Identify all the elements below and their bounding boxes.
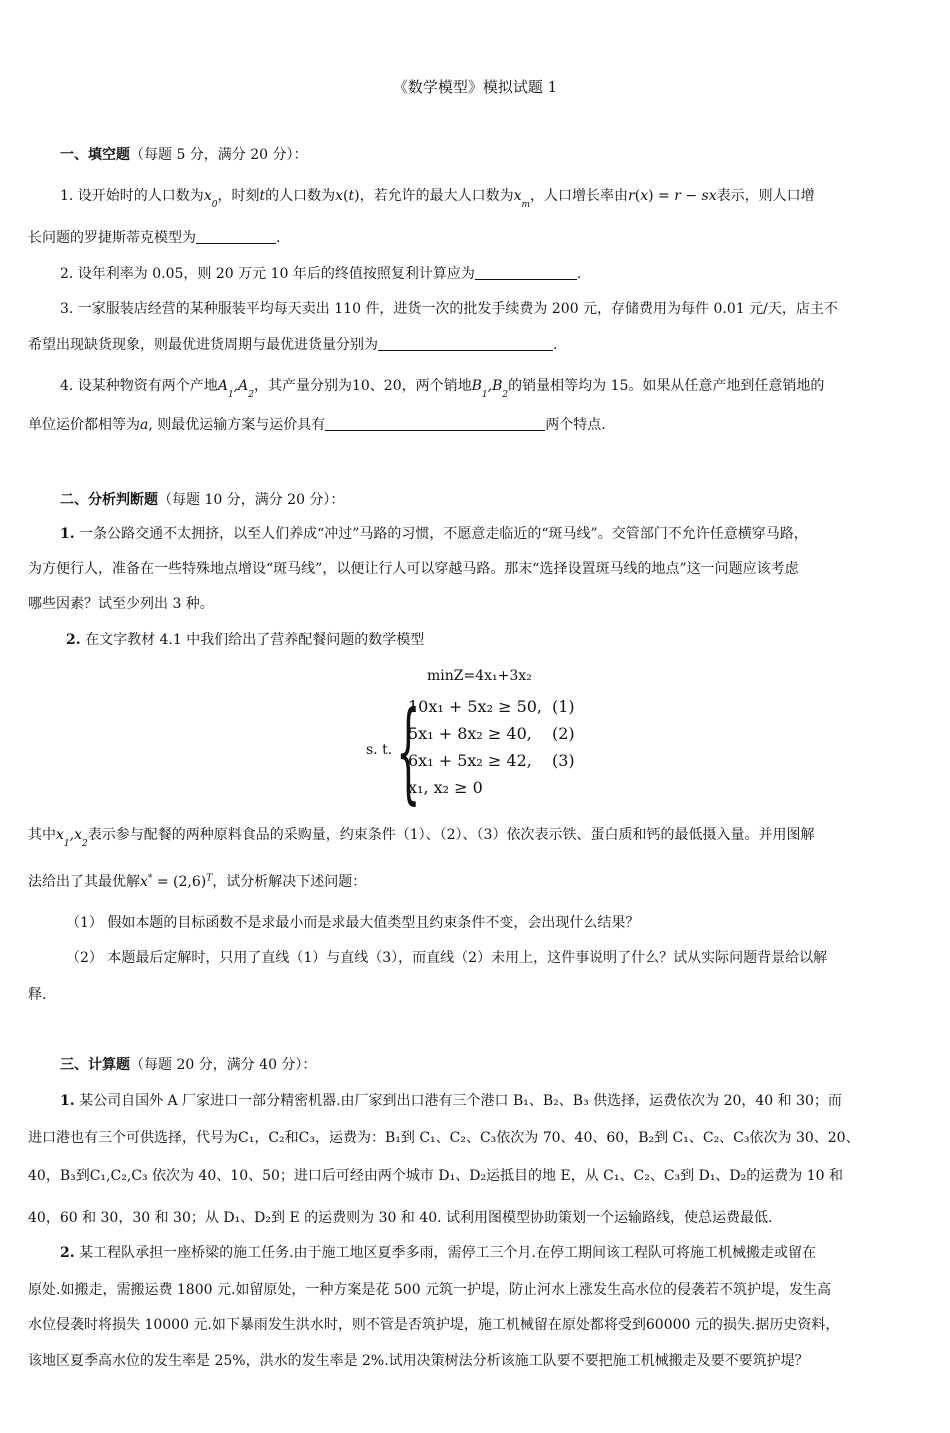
s1-q3-line2: 希望出现缺货现象，则最优进货周期与最优进货量分别为 . <box>28 337 558 353</box>
answer-blank[interactable] <box>325 416 545 431</box>
s3-q2-line1: 2. 某工程队承担一座桥梁的施工任务.由于施工地区夏季多雨，需停工三个月.在停工期间该工程队可将施工机械搬走或留在 <box>60 1245 816 1261</box>
s2-q2-line1: 2. 在文字教材 4.1 中我们给出了营养配餐问题的数学模型 <box>66 632 425 648</box>
x0-symbol: $x_0$ <box>203 188 218 210</box>
s1-q3-line1: 3. 一家服装店经营的某种服装平均每天卖出 110 件，进货一次的批发手续费为 200 元，存储费用为每件 0.01 元/天，店主不 <box>60 301 838 317</box>
s2-q1-line2: 为方便行人，准备在一些特殊地点增设“斑马线”，以便让行人可以穿越马路。那末“选择设置斑马线的地点”这一问题应该考虑 <box>28 561 799 577</box>
st-label: s. t. <box>366 742 393 758</box>
s1-q4-line1: 4. 设某种物资有两个产地$A_1,A_2$，其产量分别为10、20，两个销地$B_1,B_2$的销量相等均为 15。如果从任意产地到任意销地的 <box>60 378 825 400</box>
growth-rate-formula: r <box>628 188 635 204</box>
s2-sub2-line2: 释. <box>28 987 47 1003</box>
s3-q1-line4: 40，60 和 30，30 和 30；从 D₁、D₂到 E 的运费则为 30 和 40. 试利用图模型协助策划一个运输路线，使总运费最低. <box>28 1210 773 1226</box>
constraint-tag-1: (1) <box>552 697 575 716</box>
s1-q1-line1: 1. 设开始时的人口数为$x_0$，时刻t的人口数为x(t)，若允许的最大人口数为$x_m$，人口增长率由r(x) = r − sx表示，则人口增 <box>60 188 815 210</box>
s2-sub2-line1: （2） 本题最后定解时，只用了直线（1）与直线（3），而直线（2）未用上，这件事说明了什么？试从实际问题背景给以解 <box>66 950 828 966</box>
xm-symbol: $x_m$ <box>513 188 531 210</box>
s1-q4-line2: 单位运价都相等为a, 则最优运输方案与运价具有 两个特点. <box>28 417 606 433</box>
section2-note: （每题 10 分，满分 20 分）： <box>158 492 345 508</box>
s1-q1-line2: 长问题的罗捷斯蒂克模型为 . <box>28 230 281 246</box>
s1-q2: 2. 设年利率为 0.05，则 20 万元 10 年后的终值按照复利计算应为 . <box>60 266 582 282</box>
constraint-2: 5x₁ + 8x₂ ≥ 40, <box>408 724 532 743</box>
constraint-1: 10x₁ + 5x₂ ≥ 50, <box>408 697 543 716</box>
s2-q2-after2: 法给出了其最优解$x^* = (2,6)^T$，试分析解决下述问题： <box>28 873 367 890</box>
section1-heading-row <box>60 145 308 165</box>
s3-q2-line2: 原处.如搬走，需搬运费 1800 元.如留原处，一种方案是花 500 元筑一护堤，防止河水上涨发生高水位的侵袭若不筑护堤，发生高 <box>28 1282 832 1298</box>
answer-blank[interactable] <box>475 265 577 280</box>
s3-q2-line3: 水位侵袭时将损失 10000 元.如下暴雨发生洪水时，则不管是否筑护堤，施工机械留在原处都将受到60000 元的损失.据历史资料， <box>28 1317 840 1333</box>
s3-q1-line3: 40，B₃到C₁,C₂,C₃ 依次为 40、10、50；进口后可经由两个城市 D₁、D₂运抵目的地 E，从 C₁、C₂、C₃到 D₁、D₂的运费为 10 和 <box>28 1168 843 1184</box>
left-brace: { <box>396 687 421 815</box>
section2-heading: 二、分析判断题 <box>60 492 158 508</box>
constraint-tag-2: (2) <box>552 724 575 743</box>
optimal-solution: x* <box>140 873 153 890</box>
page-title: 《数学模型》模拟试题 1 <box>392 78 558 96</box>
constraint-tag-3: (3) <box>552 751 575 770</box>
s3-q2-line4: 该地区夏季高水位的发生率是 25%，洪水的发生率是 2%.试用决策树法分析该施工队要不要把施工机械搬走及要不要筑护堤？ <box>28 1353 809 1369</box>
section3-heading: 三、计算题 <box>60 1057 130 1073</box>
section1-note: （每题 5 分，满分 20 分）： <box>130 147 308 163</box>
s3-q1-line2: 进口港也有三个可供选择，代号为C₁，C₂和C₃，运费为：B₁到 C₁、C₂、C₃依次为 70、40、60，B₂到 C₁、C₂、C₃依次为 30、20、 <box>28 1130 860 1146</box>
section1-heading: 一、填空题 <box>60 147 130 163</box>
section2-heading-row <box>60 490 344 510</box>
answer-blank[interactable] <box>378 336 553 351</box>
s2-q1-line3: 哪些因素？试至少列出 3 种。 <box>28 596 214 612</box>
s2-sub1: （1） 假如本题的目标函数不是求最小而是求最大值类型且约束条件不变，会出现什么结果？ <box>66 915 640 931</box>
model-objective: minZ=4x₁+3x₂ <box>427 668 532 684</box>
s2-q1-line1: 1. 一条公路交通不太拥挤，以至人们养成“冲过”马路的习惯，不愿意走临近的“斑马线”。交管部门不允许任意横穿马路， <box>60 526 808 542</box>
s2-q2-after1: 其中$x_1,x_2$表示参与配餐的两种原料食品的采购量，约束条件（1）、（2）、（3）依次表示铁、蛋白质和钙的最低摄入量。并用图解 <box>28 827 815 849</box>
s3-q1-line1: 1. 某公司自国外 A 厂家进口一部分精密机器.由厂家到出口港有三个港口 B₁、B₂、B₃ 供选择，运费依次为 20，40 和 30；而 <box>60 1093 842 1109</box>
constraint-4: x₁, x₂ ≥ 0 <box>408 778 483 797</box>
constraint-3: 6x₁ + 5x₂ ≥ 42, <box>408 751 532 770</box>
section3-heading-row <box>60 1055 316 1075</box>
section3-note: （每题 20 分，满分 40 分）： <box>130 1057 317 1073</box>
answer-blank[interactable] <box>196 229 276 244</box>
